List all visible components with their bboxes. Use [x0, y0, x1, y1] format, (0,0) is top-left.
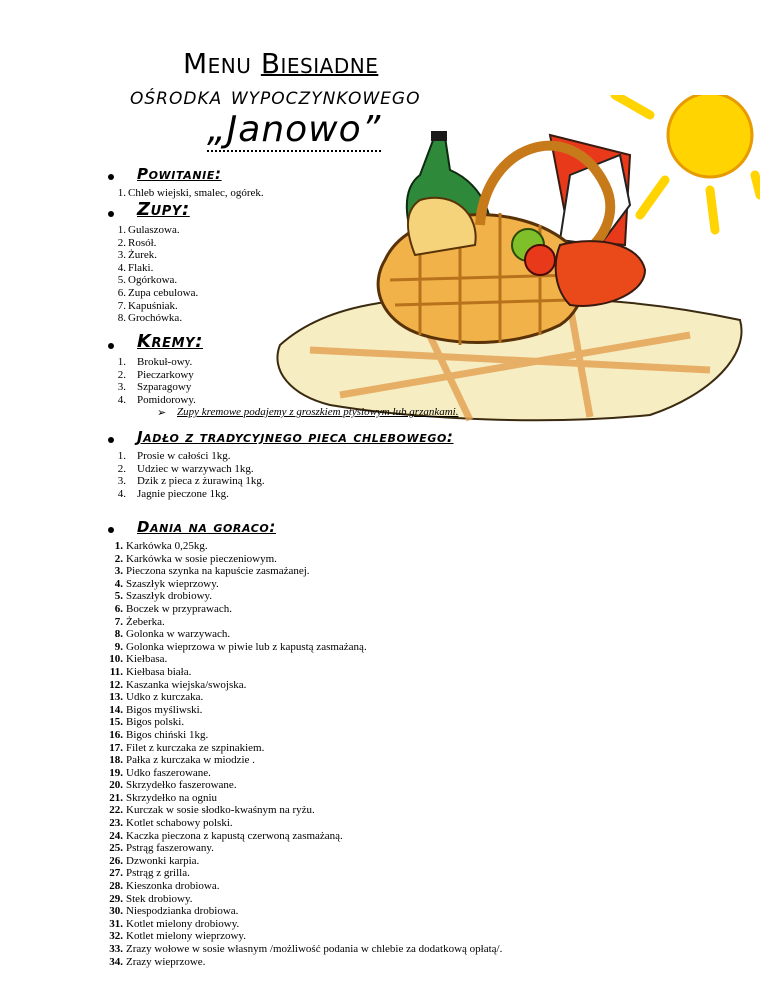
bullet-icon [108, 437, 114, 443]
list-item: 28. Kieszonka drobiowa. [109, 880, 220, 893]
item-list [0, 224, 768, 325]
kremy-note: ➢ Zupy kremowe podajemy z groszkiem ptysiowym lub grzankami. [157, 406, 459, 419]
bullet-icon [108, 211, 114, 217]
list-item: 22. Kurczak w sosie słodko-kwaśnym na ryżu. [109, 804, 315, 817]
menu-subtitle: ośrodka wypoczynkowego [130, 82, 421, 110]
item-list [0, 450, 768, 500]
list-item: 6. Boczek w przyprawach. [114, 602, 232, 615]
list-item: 30. Niespodzianka drobiowa. [109, 905, 239, 918]
item-list [0, 540, 768, 968]
section-title: Jadło z tradycyjnego pieca chlebowego: [137, 428, 454, 446]
list-item: 23. Kotlet schabowy polski. [109, 817, 233, 830]
list-item: 31. Kotlet mielony drobiowy. [109, 917, 240, 930]
resort-name: „Janowo” [207, 109, 382, 150]
list-item: 3. Dzik z pieca z żurawiną 1kg. [117, 475, 265, 488]
section-dania [0, 518, 768, 968]
list-item: 1. Brokuł-owy. [117, 356, 193, 368]
list-item: 10. Kiełbasa. [109, 653, 168, 666]
list-item: 18. Pałka z kurczaka w miodzie . [109, 754, 255, 767]
arrow-bullet-icon: ➢ [157, 407, 167, 419]
list-item: 2. Udziec w warzywach 1kg. [117, 462, 254, 475]
list-item: 11. Kiełbasa biała. [109, 665, 192, 678]
list-item: 27. Pstrąg z grilla. [109, 867, 190, 880]
list-item: 14. Bigos myśliwski. [109, 703, 203, 716]
list-item: 5. Ogórkowa. [117, 274, 178, 287]
list-item: 21. Skrzydełko na ogniu [109, 791, 218, 804]
list-item: 4. Szaszłyk wieprzowy. [114, 577, 219, 590]
list-item: 3. Pieczona szynka na kapuście zasmażanej. [114, 565, 310, 578]
list-item: 12. Kaszanka wiejska/swojska. [109, 678, 247, 691]
list-item: 7. Żeberka. [114, 615, 165, 628]
list-item: 8. Grochówka. [117, 312, 183, 325]
list-item: 6. Zupa cebulowa. [117, 286, 199, 299]
list-item: 15. Bigos polski. [109, 716, 185, 729]
list-item: 16. Bigos chiński 1kg. [109, 728, 209, 741]
list-item: 25. Pstrąg faszerowany. [109, 842, 214, 855]
list-item: 4. Pomidorowy. [117, 393, 196, 406]
list-item: 17. Filet z kurczaka ze szpinakiem. [109, 741, 265, 754]
list-item: 24. Kaczka pieczona z kapustą czerwoną zasmażaną. [109, 829, 343, 842]
list-item: 8. Golonka w warzywach. [114, 628, 231, 641]
list-item: 2. Pieczarkowy [117, 368, 194, 381]
item-list [0, 356, 768, 406]
list-item: 32. Kotlet mielony wieprzowy. [109, 930, 246, 943]
section-title: Zupy: [137, 199, 190, 220]
section-title: Kremy: [137, 331, 203, 352]
list-item: 1. Gulaszowa. [117, 224, 180, 236]
section-title: Dania na goraco: [137, 518, 276, 536]
list-item: 19. Udko faszerowane. [109, 766, 211, 779]
list-item: 2. Karkówka w sosie pieczeniowym. [114, 552, 277, 565]
list-item: 34. Zrazy wieprzowe. [109, 955, 206, 968]
list-item: 1. Prosie w całości 1kg. [117, 450, 231, 462]
list-item: 5. Szaszłyk drobiowy. [114, 590, 213, 603]
list-item: 1. Karkówka 0,25kg. [114, 540, 208, 552]
list-item: 4. Flaki. [117, 261, 154, 274]
list-item: 29. Stek drobiowy. [109, 892, 193, 905]
list-item: 26. Dzwonki karpia. [109, 854, 200, 867]
list-item: 7. Kapuśniak. [117, 299, 178, 312]
list-item: 3. Żurek. [117, 249, 158, 262]
list-item: 2. Rosół. [117, 236, 157, 249]
section-powitanie [0, 165, 768, 200]
list-item: 9. Golonka wieprzowa w piwie lub z kapustą zasmażaną. [114, 640, 367, 653]
section-zupy [0, 199, 768, 325]
section-kremy [0, 331, 768, 419]
list-item: 1. Chleb wiejski, smalec, ogórek. [117, 187, 264, 199]
section-title: Powitanie: [137, 165, 222, 183]
item-list [0, 187, 768, 200]
bullet-icon [108, 174, 114, 180]
list-item: 20. Skrzydełko faszerowane. [109, 779, 237, 792]
bullet-icon [108, 527, 114, 533]
menu-title: Menu Biesiadne [183, 47, 379, 80]
list-item: 33. Zrazy wołowe w sosie własnym /możliwość podania w chlebie za dodatkową opłatą/. [109, 943, 503, 955]
bullet-icon [108, 343, 114, 349]
list-item: 4. Jagnie pieczone 1kg. [117, 487, 229, 500]
list-item: 3. Szparagowy [117, 381, 192, 394]
section-jadlo [0, 428, 768, 500]
list-item: 13. Udko z kurczaka. [109, 691, 204, 704]
